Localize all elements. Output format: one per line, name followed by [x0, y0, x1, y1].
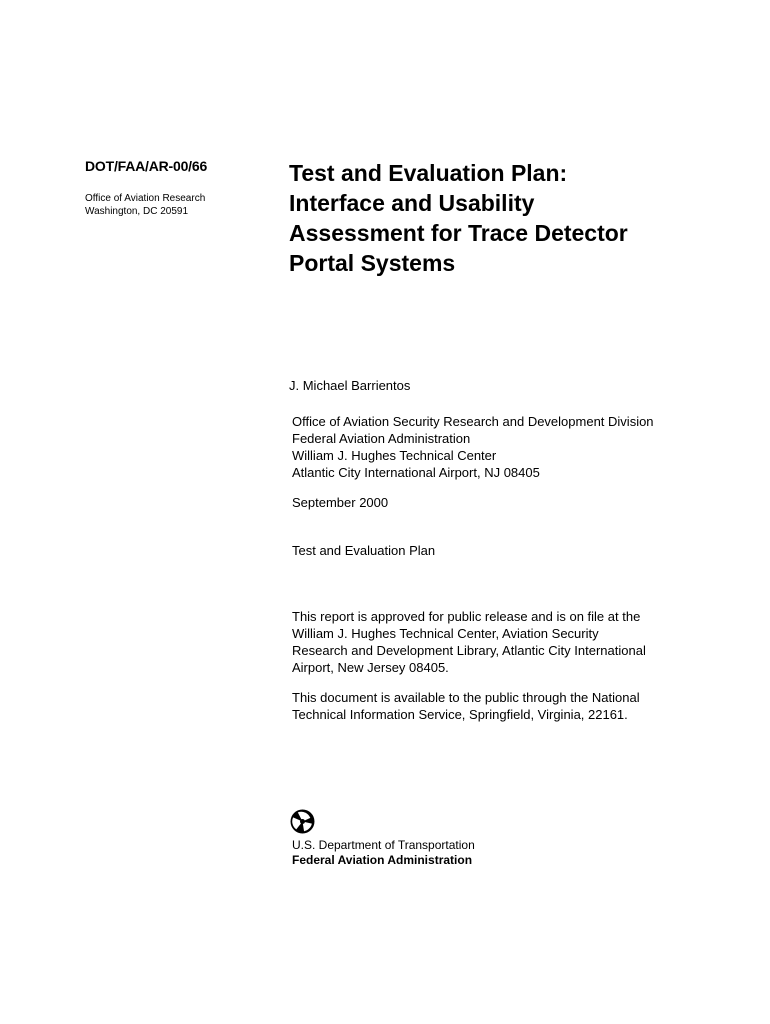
- author-name: J. Michael Barrientos: [289, 378, 411, 393]
- notice-line: Airport, New Jersey 08405.: [292, 660, 449, 675]
- issuing-office-line: Office of Aviation Research: [85, 193, 206, 204]
- notice-line: Technical Information Service, Springfield, Virginia, 22161.: [292, 707, 628, 722]
- organization-line: Atlantic City International Airport, NJ 08405: [292, 465, 540, 480]
- dot-triskelion-icon: [290, 809, 315, 834]
- title-line: Assessment for Trace Detector: [289, 220, 628, 246]
- notice-line: This report is approved for public release and is on file at the: [292, 609, 641, 624]
- issuing-office: [85, 192, 205, 218]
- report-type: Test and Evaluation Plan: [292, 543, 436, 558]
- organization-line: William J. Hughes Technical Center: [292, 448, 497, 463]
- organization-line: Federal Aviation Administration: [292, 431, 471, 446]
- department-name: U.S. Department of Transportation: [292, 838, 475, 852]
- agency-name: Federal Aviation Administration: [292, 853, 473, 867]
- publication-date: September 2000: [292, 495, 389, 510]
- notice-line: Research and Development Library, Atlantic City International: [292, 643, 646, 658]
- availability-notice: [292, 608, 712, 676]
- document-title: [289, 158, 729, 278]
- organization-line: Office of Aviation Security Research and Development Division: [292, 414, 654, 429]
- organization-block: [292, 413, 654, 481]
- title-line: Test and Evaluation Plan:: [289, 160, 568, 186]
- title-line: Interface and Usability: [289, 190, 535, 216]
- issuing-office-line: Washington, DC 20591: [85, 206, 189, 217]
- agency-block: [292, 838, 475, 868]
- ntis-notice: [292, 689, 712, 723]
- report-number: DOT/FAA/AR-00/66: [85, 158, 208, 174]
- title-line: Portal Systems: [289, 250, 456, 276]
- notice-line: This document is available to the public through the National: [292, 690, 640, 705]
- notice-line: William J. Hughes Technical Center, Aviation Security: [292, 626, 599, 641]
